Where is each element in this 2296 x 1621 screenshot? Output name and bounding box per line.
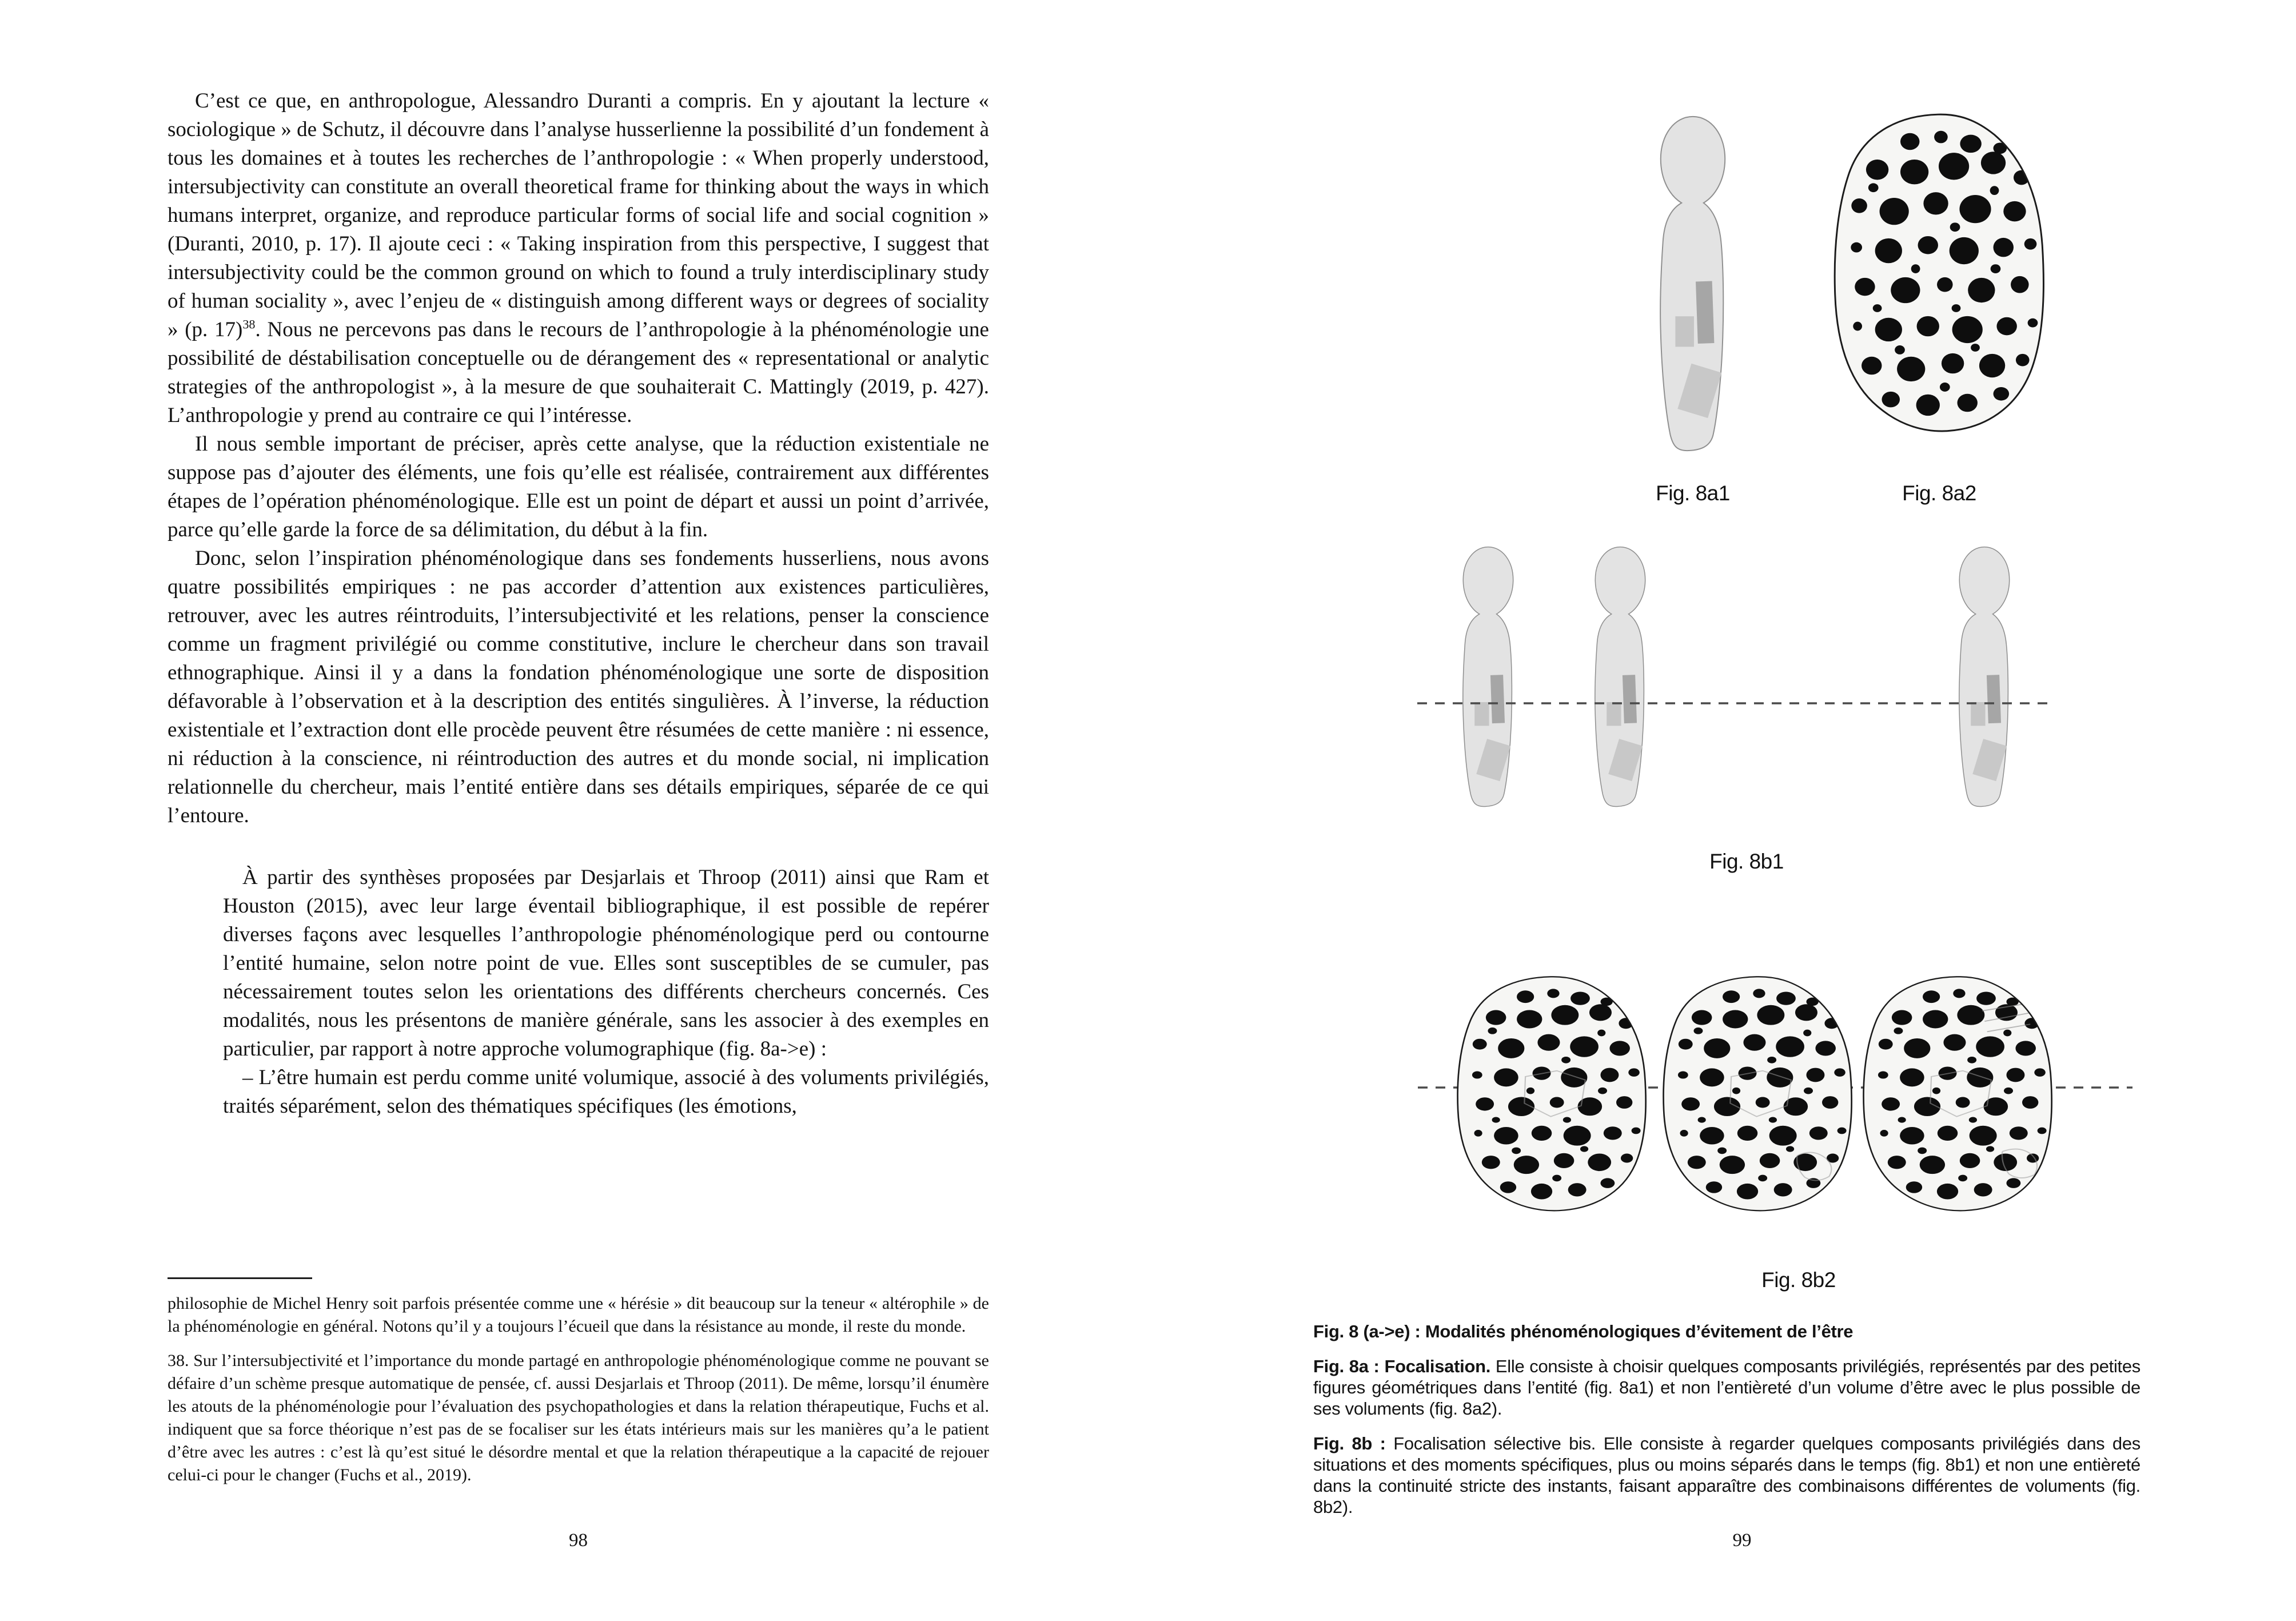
- figure-captions: [1313, 1321, 2140, 1518]
- footnote-rule: [168, 1277, 312, 1279]
- figure-label-8b2: Fig. 8b2: [1761, 1268, 1836, 1292]
- caption-fig-8a: [1313, 1356, 2140, 1419]
- three-silhouettes-icon: [1416, 543, 2054, 809]
- caption-fig-8b: [1313, 1433, 2140, 1518]
- figure-8a1-silhouette: [1640, 113, 1746, 452]
- spotted-blob-icon: [1825, 109, 2051, 436]
- three-spotted-blobs-icon: [1418, 970, 2132, 1216]
- paragraph: [168, 87, 989, 430]
- paragraph: Donc, selon l’inspiration phénoménologique dans ses fondements husserliens, nous avons quatre possibilités empiriques : ne pas accorder d’attention aux existences particulières, retrouver, avec les autres réintroduits, l’intersubjectivité et les relations, penser la conscience comme un fragment privilégié ou comme constitutive, inclure le chercheur dans son travail ethnographique. Ainsi il y a dans la fondation phénoménologique une sorte de disposition défavorable à l’observation et à la description des entités singulières. À l’inverse, la réduction existentiale et l’extraction dont elle procède peuvent être résumées de cette manière : ni essence, ni réduction à la conscience, ni réintroduction des autres et du monde social, ni implication relationnelle du chercheur, mais l’entité entière dans ses détails empiriques, séparée de ce qui l’entoure.: [168, 547, 989, 827]
- caption-title: Fig. 8 (a->e) : Modalités phénoménologiques d’évitement de l’être: [1313, 1321, 1853, 1341]
- paragraph-text: . Nous ne percevons pas dans le recours de l’anthropologie à la phénoménologie une possibilité de déstabilisation conceptuelle ou de dérangement des « representational or analytic strategies of the anthropologist », à la mesure de que souhaiterait C. Mattingly (2019, p. 427). L’anthropologie y prend au contraire ce qui l’intéresse.: [168, 318, 989, 427]
- person-silhouette-icon: [1640, 113, 1746, 452]
- page-number-left: 98: [569, 1530, 588, 1551]
- list-item: – L’être humain est perdu comme unité volumique, associé à des voluments privilégiés, traités séparément, selon des thématiques spécifiques (les émotions,: [223, 1066, 989, 1118]
- figure-8a2-spotted-volume: [1825, 109, 2051, 436]
- paragraph: Il nous semble important de préciser, après cette analyse, que la réduction existentiale ne suppose pas d’ajouter des éléments, une fois qu’elle est réalisée, contrairement aux différentes étapes de l’opération phénoménologique. Elle est un point de départ et aussi un point d’arrivée, parce qu’elle garde la force de sa délimitation, du début à la fin.: [168, 432, 989, 541]
- page-number-right: 99: [1732, 1530, 1752, 1551]
- caption-text: Elle consiste à choisir quelques composants privilégiés, représentés par des petites figures géométriques dans l’entité (fig. 8a1) et non l’entièreté d’un volume d’être avec le plus possible de ses voluments (fig. 8a2).: [1313, 1356, 2140, 1419]
- block-quote: [223, 863, 989, 1121]
- paragraph: À partir des synthèses proposées par Desjarlais et Throop (2011) ainsi que Ram et Houston (2015), avec leur large éventail bibliographique, il est possible de repérer diverses façons avec lesquelles l’anthropologie phénoménologique perd ou contourne l’entité humaine, selon notre point de vue. Elles sont susceptibles de se cumuler, pas nécessairement toutes selon les orientations des différents chercheurs concernés. Ces modalités, nous les présentons de manière générale, sans les associer à des exemples en particulier, par rapport à notre approche volumographique (fig. 8a->e) :: [223, 866, 989, 1061]
- figure-label-8b1: Fig. 8b1: [1709, 850, 1784, 873]
- figure-label-8a2: Fig. 8a2: [1902, 481, 1976, 505]
- figure-8b2-spotted-volumes-timeline: [1418, 970, 2132, 1216]
- footnote-continuation: philosophie de Michel Henry soit parfois présentée comme une « hérésie » dit beaucoup sur la teneur « altérophile » de la phénoménologie en général. Notons qu’il y a toujours l’écueil que dans la résistance au monde, il reste du monde.: [168, 1294, 989, 1336]
- figure-label-8a1: Fig. 8a1: [1656, 481, 1730, 505]
- body-text-column: [168, 87, 989, 1121]
- paragraph-text: C’est ce que, en anthropologue, Alessandro Duranti a compris. En y ajoutant la lecture « sociologique » de Schutz, il découvre dans l’analyse husserlienne la possibilité d’un fondement à tous les domaines et à toutes les recherches de l’anthropologie : « When properly understood, intersubjectivity can constitute an overall theoretical frame for thinking about the ways in which humans interpret, organize, and reproduce particular forms of social life and social cognition » (Duranti, 2010, p. 17). Il ajoute ceci : « Taking inspiration from this perspective, I suggest that intersubjectivity could be the common ground on which to found a truly interdisciplinary study of human sociality », avec l’enjeu de « distinguish among different ways or degrees of sociality » (p. 17): [168, 89, 989, 341]
- footnote-38: 38. Sur l’intersubjectivité et l’importance du monde partagé en anthropologie phénoménologique comme ne pouvant se défaire d’un schème presque automatique de pensée, cf. aussi Desjarlais et Throop (2011). De même, lorsqu’il énumère les atouts de la phénoménologie pour l’évaluation des psychopathologies et dans la relation thérapeutique, Fuchs et al. indiquent que sa force théorique n’est pas de se focaliser sur les états intérieurs mais sur les manières qu’a le patient d’être avec les autres : c’est là qu’est situé le désordre mental et que la relation thérapeutique a la capacité de rejouer celui-ci pour le changer (Fuchs et al., 2019).: [168, 1351, 989, 1484]
- footnote-reference: 38: [242, 317, 256, 332]
- figure-8b1-silhouettes-timeline: [1416, 543, 2054, 809]
- caption-lead: Fig. 8a : Focalisation.: [1313, 1356, 1491, 1376]
- caption-lead: Fig. 8b :: [1313, 1433, 1386, 1453]
- footnotes: [168, 1292, 989, 1487]
- caption-text: Focalisation sélective bis. Elle consiste à regarder quelques composants privilégiés dans des situations et des moments spécifiques, plus ou moins séparés dans le temps (fig. 8b1) et non une entièreté dans la continuité stricte des instants, faisant apparaître des combinaisons différentes de voluments (fig. 8b2).: [1313, 1433, 2140, 1517]
